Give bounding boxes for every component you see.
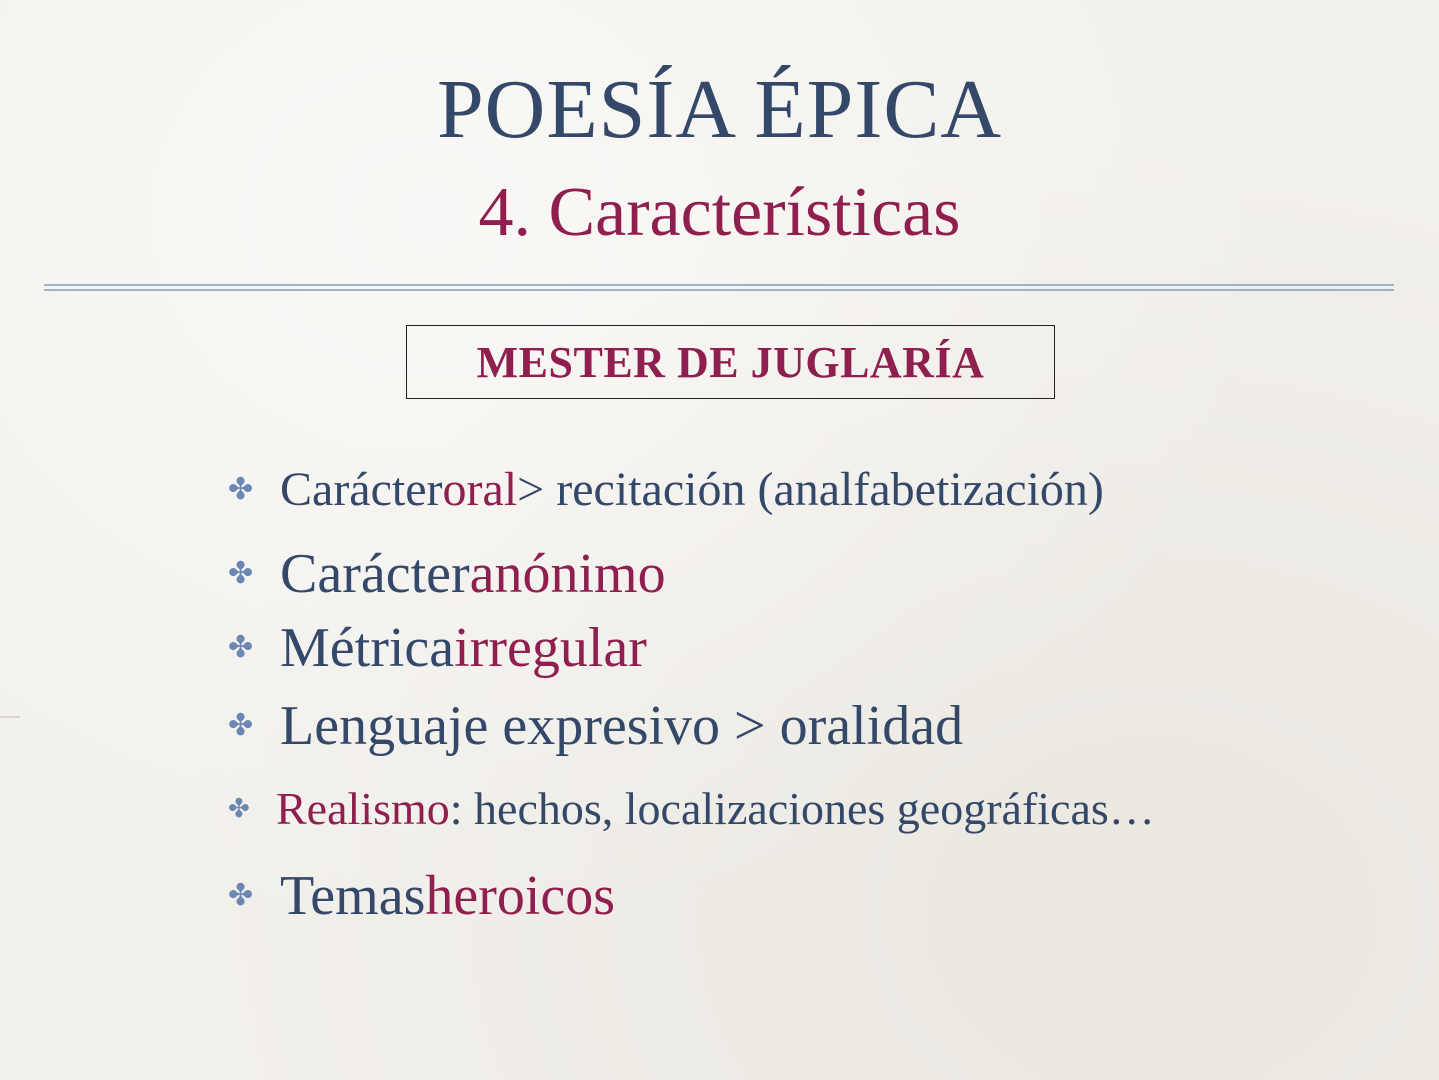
item-highlight: oral bbox=[442, 463, 518, 516]
item-text: Temas bbox=[280, 865, 426, 927]
item-highlight: heroicos bbox=[425, 865, 616, 927]
item-text: > recitación (analfabetización) bbox=[517, 463, 1104, 516]
item-highlight: irregular bbox=[454, 617, 647, 679]
slide-subtitle: 4. Características bbox=[478, 174, 961, 251]
bullet-icon: ✤ bbox=[228, 473, 254, 506]
item-text: Carácter bbox=[280, 543, 470, 605]
bullet-icon: ✤ bbox=[228, 631, 254, 664]
bullet-icon: ✤ bbox=[228, 709, 254, 742]
slide-title: POESÍA ÉPICA bbox=[436, 63, 1003, 156]
list-item bbox=[228, 463, 1104, 516]
item-highlight: anónimo bbox=[469, 543, 666, 605]
divider-line-top bbox=[44, 284, 1394, 286]
list-item bbox=[228, 617, 647, 679]
section-label-box bbox=[406, 325, 1055, 399]
list-item bbox=[228, 783, 1155, 834]
bullet-icon: ✤ bbox=[228, 879, 254, 912]
section-label: MESTER DE JUGLARÍA bbox=[476, 337, 985, 387]
bullet-icon: ✤ bbox=[228, 557, 254, 590]
item-text: Carácter bbox=[280, 463, 443, 516]
list-item bbox=[228, 865, 616, 927]
paper-crease bbox=[0, 716, 20, 718]
item-text: Métrica bbox=[280, 617, 455, 679]
list-item bbox=[228, 543, 666, 605]
bullet-icon: ✤ bbox=[228, 794, 250, 823]
item-text: : hechos, localizaciones geográficas… bbox=[449, 783, 1155, 834]
item-text: Lenguaje expresivo > oralidad bbox=[280, 695, 964, 757]
item-highlight: Realismo bbox=[276, 783, 450, 834]
divider-line-bottom bbox=[44, 289, 1394, 291]
list-item bbox=[228, 695, 964, 757]
